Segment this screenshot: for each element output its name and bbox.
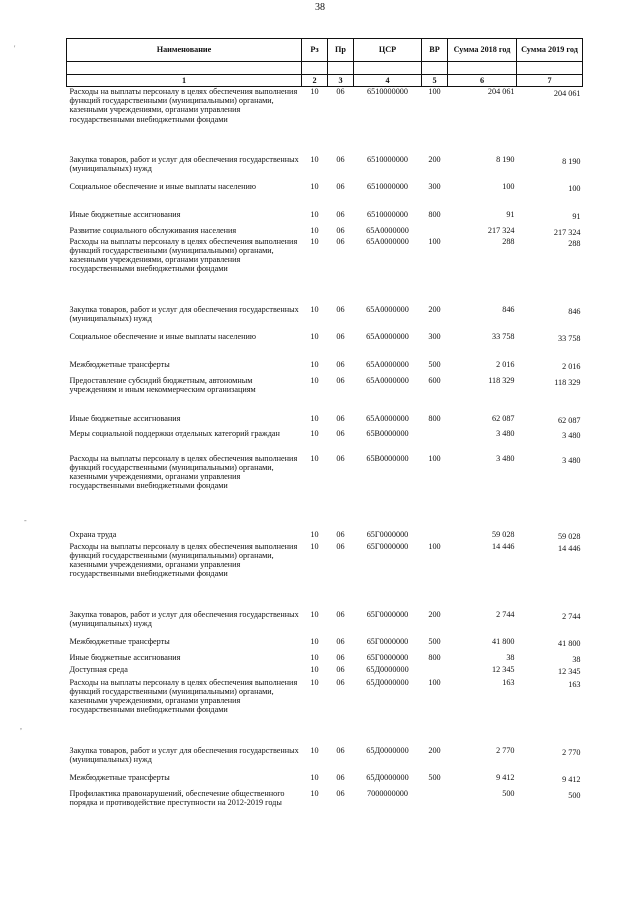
row-pr: 06 — [336, 772, 345, 782]
row-rz: 10 — [310, 772, 319, 782]
table-row — [67, 789, 583, 829]
row-vr: 200 — [428, 609, 441, 619]
row-csr: 65А0000000 — [366, 304, 409, 314]
budget-table — [66, 38, 583, 829]
row-rz: 10 — [310, 453, 319, 463]
row-sum-2019 — [517, 678, 583, 746]
row-name: Доступная среда — [69, 664, 128, 674]
row-sum-2019-value: 163 — [568, 679, 581, 689]
row-sum-2018: 3 480 — [496, 453, 515, 463]
row-sum-2019-value: 14 446 — [557, 543, 581, 553]
row-name: Социальное обеспечение и иные выплаты населению — [69, 181, 256, 191]
row-csr: 65Г0000000 — [366, 652, 409, 662]
row-rz: 10 — [310, 181, 319, 191]
row-rz: 10 — [310, 304, 319, 314]
row-name: Развитие социального обслуживания населения — [69, 225, 237, 235]
row-pr: 06 — [336, 236, 345, 246]
row-sum-2019-value: 62 087 — [557, 415, 581, 425]
row-name: Охрана труда — [69, 529, 117, 539]
row-sum-2018: 846 — [502, 304, 515, 314]
header-vr: ВР — [422, 39, 448, 62]
header-csr: ЦСР — [354, 39, 422, 62]
row-vr — [422, 226, 448, 237]
row-pr: 06 — [336, 154, 345, 164]
table-row — [67, 155, 583, 182]
table-row — [67, 678, 583, 746]
row-name: Меры социальной поддержки отдельных категорий граждан — [69, 428, 280, 438]
row-csr: 65Г0000000 — [366, 529, 409, 539]
row-csr: 65Д0000000 — [366, 677, 409, 687]
column-number: 5 — [422, 75, 448, 87]
row-vr: 600 — [428, 375, 441, 385]
row-vr — [422, 429, 448, 454]
row-sum-2019 — [517, 210, 583, 226]
row-pr: 06 — [336, 331, 345, 341]
table-row — [67, 360, 583, 376]
row-sum-2019-value: 59 028 — [557, 531, 581, 541]
row-rz: 10 — [310, 636, 319, 646]
row-name: Закупка товаров, работ и услуг для обеспечения государственных (муниципальных) нужд — [69, 609, 299, 628]
row-sum-2019 — [517, 360, 583, 376]
row-csr: 6510000000 — [367, 209, 408, 219]
row-sum-2019 — [517, 182, 583, 210]
row-sum-2019 — [517, 429, 583, 454]
table-row — [67, 332, 583, 360]
row-name: Социальное обеспечение и иные выплаты населению — [69, 331, 256, 341]
row-vr: 300 — [428, 181, 441, 191]
row-rz: 10 — [310, 87, 319, 96]
table-row — [67, 210, 583, 226]
row-sum-2019 — [517, 530, 583, 542]
row-sum-2018: 14 446 — [491, 541, 515, 551]
row-sum-2018: 12 345 — [491, 664, 515, 674]
row-sum-2019-value: 118 329 — [554, 377, 581, 387]
row-name: Межбюджетные трансферты — [69, 772, 170, 782]
row-sum-2019-value: 2 744 — [562, 611, 581, 621]
row-sum-2019-value: 3 480 — [562, 455, 581, 465]
row-vr: 300 — [428, 331, 441, 341]
column-number-row — [67, 75, 583, 87]
row-vr: 200 — [428, 154, 441, 164]
row-sum-2019-value: 8 190 — [562, 156, 581, 166]
row-pr: 06 — [336, 375, 345, 385]
margin-mark-lower-left: , — [20, 722, 22, 731]
row-sum-2019-value: 3 480 — [562, 430, 581, 440]
row-vr — [422, 789, 448, 829]
row-sum-2019 — [517, 226, 583, 237]
row-sum-2018: 288 — [502, 236, 515, 246]
row-rz: 10 — [310, 154, 319, 164]
row-vr: 800 — [428, 209, 441, 219]
row-pr: 06 — [336, 652, 345, 662]
row-sum-2018: 2 744 — [496, 609, 515, 619]
row-csr: 7000000000 — [367, 788, 408, 798]
row-rz: 10 — [310, 652, 319, 662]
row-sum-2019-value: 2 770 — [562, 747, 581, 757]
table-row — [67, 773, 583, 789]
table-row — [67, 610, 583, 637]
table-row — [67, 414, 583, 429]
row-sum-2018: 217 324 — [487, 225, 515, 235]
row-rz: 10 — [310, 664, 319, 674]
margin-mark-middle-left: - — [24, 516, 27, 525]
header-pr: Пр — [328, 39, 354, 62]
row-csr: 65Д0000000 — [366, 664, 409, 674]
row-rz: 10 — [310, 529, 319, 539]
row-sum-2019 — [517, 332, 583, 360]
row-sum-2019-value: 41 800 — [557, 638, 581, 648]
column-number: 1 — [67, 75, 302, 87]
row-csr: 65А0000000 — [366, 225, 409, 235]
row-rz: 10 — [310, 745, 319, 755]
column-number: 3 — [328, 75, 354, 87]
row-name: Иные бюджетные ассигнования — [69, 652, 181, 662]
row-vr: 500 — [428, 359, 441, 369]
header-name: Наименование — [67, 39, 302, 62]
row-vr: 100 — [428, 677, 441, 687]
row-name: Расходы на выплаты персоналу в целях обеспечения выполнения функций государственными (муниципальными) органами, казенными учреждениями, органами управления государственными внебюджетными фондами — [69, 236, 298, 274]
row-csr: 6510000000 — [367, 181, 408, 191]
row-pr: 06 — [336, 209, 345, 219]
row-rz: 10 — [310, 788, 319, 798]
row-pr: 06 — [336, 664, 345, 674]
row-name: Расходы на выплаты персоналу в целях обеспечения выполнения функций государственными (муниципальными) органами, казенными учреждениями, органами управления государственными внебюджетными фондами — [69, 453, 298, 491]
table-row — [67, 376, 583, 414]
row-vr — [422, 665, 448, 678]
row-sum-2019 — [517, 773, 583, 789]
row-name: Закупка товаров, работ и услуг для обеспечения государственных (муниципальных) нужд — [69, 304, 299, 323]
row-rz: 10 — [310, 331, 319, 341]
row-name: Закупка товаров, работ и услуг для обеспечения государственных (муниципальных) нужд — [69, 154, 299, 173]
row-sum-2019 — [517, 376, 583, 414]
row-vr: 800 — [428, 652, 441, 662]
page-number: 38 — [315, 2, 325, 13]
row-pr: 06 — [336, 529, 345, 539]
table-row — [67, 182, 583, 210]
row-sum-2019-value: 204 061 — [553, 89, 581, 98]
row-sum-2019-value: 500 — [568, 790, 581, 800]
row-sum-2019-value: 91 — [572, 211, 581, 221]
row-sum-2018: 2 016 — [496, 359, 515, 369]
row-pr: 06 — [336, 359, 345, 369]
row-rz: 10 — [310, 428, 319, 438]
row-vr: 200 — [428, 304, 441, 314]
row-sum-2018: 41 800 — [491, 636, 515, 646]
row-sum-2019-value: 12 345 — [557, 666, 581, 676]
row-sum-2019-value: 100 — [568, 183, 581, 193]
row-rz: 10 — [310, 413, 319, 423]
row-rz: 10 — [310, 677, 319, 687]
row-sum-2019 — [517, 653, 583, 665]
row-sum-2018: 3 480 — [496, 428, 515, 438]
row-sum-2018: 62 087 — [491, 413, 515, 423]
row-sum-2018: 33 758 — [491, 331, 515, 341]
row-vr: 100 — [428, 236, 441, 246]
row-csr: 65А0000000 — [366, 359, 409, 369]
row-name: Межбюджетные трансферты — [69, 636, 170, 646]
row-pr: 06 — [336, 428, 345, 438]
row-csr: 65А0000000 — [366, 375, 409, 385]
row-csr: 65Г0000000 — [366, 636, 409, 646]
row-name: Предоставление субсидий бюджетным, автономным учреждениям и иным некоммерческим организациям — [69, 375, 256, 394]
row-sum-2019 — [517, 87, 583, 155]
row-csr: 65Г0000000 — [366, 541, 409, 551]
table-row — [67, 653, 583, 665]
header-spacer-row — [67, 62, 583, 75]
row-sum-2019 — [517, 665, 583, 678]
row-csr: 6510000000 — [367, 154, 408, 164]
table-row — [67, 454, 583, 530]
table-body — [67, 87, 583, 829]
row-name: Профилактика правонарушений, обеспечение общественного порядка и противодействие преступности на 2012-2019 годы — [69, 788, 285, 807]
row-sum-2019-value: 38 — [572, 654, 581, 664]
row-rz: 10 — [310, 541, 319, 551]
row-csr: 6510000000 — [367, 87, 408, 96]
table-row — [67, 746, 583, 773]
table-row — [67, 665, 583, 678]
row-sum-2019 — [517, 414, 583, 429]
row-name: Иные бюджетные ассигнования — [69, 209, 181, 219]
row-sum-2019 — [517, 155, 583, 182]
row-sum-2018: 2 770 — [496, 745, 515, 755]
row-vr: 100 — [428, 87, 441, 96]
row-csr: 65А0000000 — [366, 236, 409, 246]
row-sum-2019 — [517, 789, 583, 829]
header-sum-2019: Сумма 2019 год — [517, 39, 583, 62]
row-vr: 500 — [428, 772, 441, 782]
row-sum-2019-value: 9 412 — [562, 774, 581, 784]
row-sum-2018: 38 — [506, 652, 515, 662]
row-pr: 06 — [336, 413, 345, 423]
row-sum-2018: 100 — [502, 181, 515, 191]
row-rz: 10 — [310, 359, 319, 369]
row-vr: 100 — [428, 453, 441, 463]
table-row — [67, 530, 583, 542]
row-vr: 100 — [428, 541, 441, 551]
row-csr: 65Г0000000 — [366, 609, 409, 619]
row-sum-2019 — [517, 305, 583, 332]
row-name: Межбюджетные трансферты — [69, 359, 170, 369]
row-pr: 06 — [336, 745, 345, 755]
row-sum-2018: 118 329 — [488, 375, 515, 385]
row-pr: 06 — [336, 453, 345, 463]
row-sum-2018: 500 — [502, 788, 515, 798]
row-name: Расходы на выплаты персоналу в целях обеспечения выполнения функций государственными (муниципальными) органами, казенными учреждениями, органами управления государственными внебюджетными фондами — [69, 541, 298, 579]
table-row — [67, 429, 583, 454]
row-name: Закупка товаров, работ и услуг для обеспечения государственных (муниципальных) нужд — [69, 745, 299, 764]
row-rz: 10 — [310, 236, 319, 246]
row-pr: 06 — [336, 677, 345, 687]
table-row — [67, 237, 583, 305]
table-row — [67, 305, 583, 332]
table-row — [67, 226, 583, 237]
header-row — [67, 39, 583, 62]
row-csr: 65А0000000 — [366, 331, 409, 341]
row-sum-2019 — [517, 542, 583, 610]
column-number: 6 — [448, 75, 517, 87]
row-name: Расходы на выплаты персоналу в целях обеспечения выполнения функций государственными (муниципальными) органами, казенными учреждениями, органами управления государственными внебюджетными фондами — [69, 677, 298, 715]
table-row — [67, 542, 583, 610]
table-row — [67, 637, 583, 653]
row-csr: 65В0000000 — [366, 453, 409, 463]
row-vr — [422, 530, 448, 542]
row-sum-2019 — [517, 746, 583, 773]
row-sum-2018: 163 — [502, 677, 515, 687]
row-sum-2019 — [517, 454, 583, 530]
row-vr: 800 — [428, 413, 441, 423]
row-vr: 500 — [428, 636, 441, 646]
table-row — [67, 87, 583, 155]
row-sum-2018: 8 190 — [496, 154, 515, 164]
row-sum-2019-value: 217 324 — [553, 227, 581, 237]
row-sum-2018: 59 028 — [491, 529, 515, 539]
row-pr: 06 — [336, 636, 345, 646]
row-rz: 10 — [310, 225, 319, 235]
margin-mark-top-left: ' — [14, 44, 16, 53]
row-pr: 06 — [336, 788, 345, 798]
column-number: 7 — [517, 75, 583, 87]
row-csr: 65В0000000 — [366, 428, 409, 438]
row-sum-2019-value: 33 758 — [557, 333, 581, 343]
row-sum-2018: 9 412 — [496, 772, 515, 782]
header-rz: Рз — [302, 39, 328, 62]
row-sum-2019 — [517, 637, 583, 653]
row-sum-2018: 91 — [506, 209, 515, 219]
row-rz: 10 — [310, 375, 319, 385]
row-vr: 200 — [428, 745, 441, 755]
row-pr: 06 — [336, 609, 345, 619]
row-sum-2019-value: 846 — [568, 306, 581, 316]
row-pr: 06 — [336, 87, 345, 96]
row-csr: 65А0000000 — [366, 413, 409, 423]
row-sum-2018: 204 061 — [487, 87, 515, 96]
row-pr: 06 — [336, 541, 345, 551]
row-pr: 06 — [336, 304, 345, 314]
column-number: 2 — [302, 75, 328, 87]
row-csr: 65Д0000000 — [366, 772, 409, 782]
row-name: Расходы на выплаты персоналу в целях обеспечения выполнения функций государственными (муниципальными) органами, казенными учреждениями, органами управления государственными внебюджетными фондами — [69, 87, 298, 124]
row-sum-2019 — [517, 610, 583, 637]
row-csr: 65Д0000000 — [366, 745, 409, 755]
header-sum-2018: Сумма 2018 год — [448, 39, 517, 62]
row-pr: 06 — [336, 225, 345, 235]
row-name: Иные бюджетные ассигнования — [69, 413, 181, 423]
column-number: 4 — [354, 75, 422, 87]
row-rz: 10 — [310, 209, 319, 219]
row-sum-2019-value: 2 016 — [562, 361, 581, 371]
row-sum-2019-value: 288 — [568, 238, 581, 248]
row-rz: 10 — [310, 609, 319, 619]
row-pr: 06 — [336, 181, 345, 191]
row-sum-2019 — [517, 237, 583, 305]
